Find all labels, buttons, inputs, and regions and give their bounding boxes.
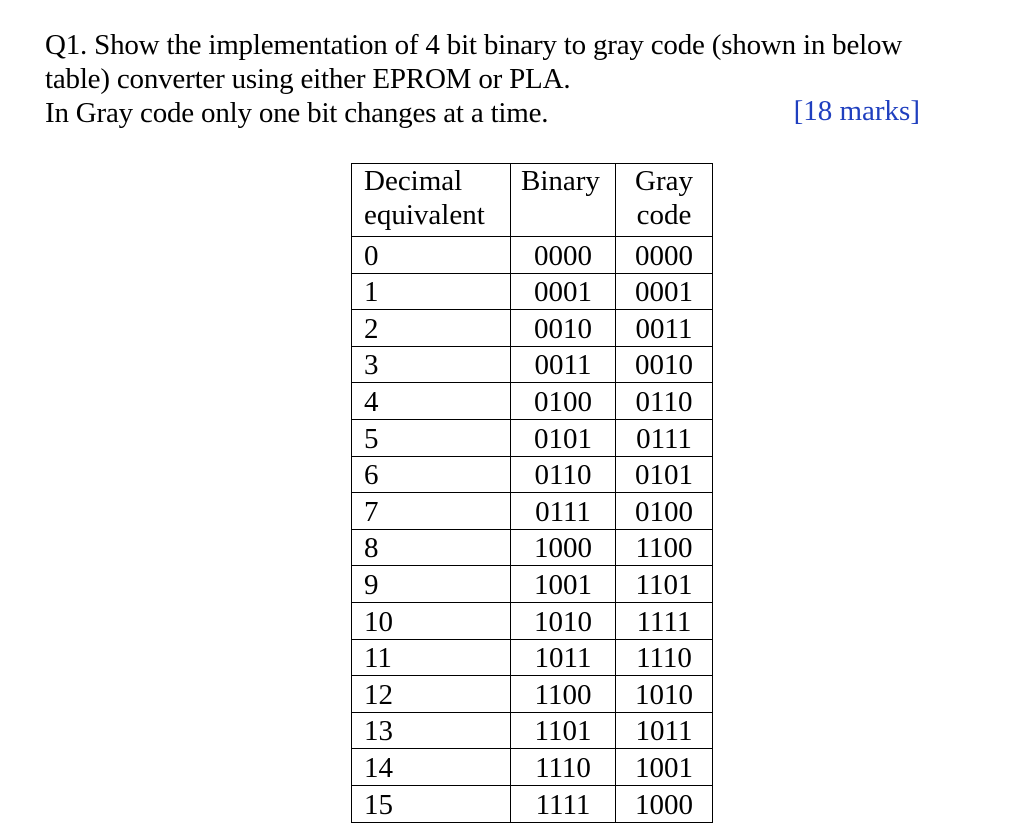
binary-cell: 1100 [511,676,616,713]
binary-cell: 0100 [511,383,616,420]
table-row [352,602,713,639]
gray-cell: 1101 [616,566,713,603]
header-decimal-line1: Decimal [364,165,463,197]
gray-cell: 0100 [616,493,713,530]
question-line-3: In Gray code only one bit changes at a time. [45,97,549,129]
binary-cell: 0101 [511,419,616,456]
table-row [352,639,713,676]
header-binary [511,164,616,237]
gray-cell: 0010 [616,346,713,383]
gray-cell: 0000 [616,237,713,274]
decimal-cell: 1 [352,273,511,310]
decimal-cell: 11 [352,639,511,676]
decimal-cell: 13 [352,712,511,749]
decimal-cell: 9 [352,566,511,603]
decimal-cell: 3 [352,346,511,383]
marks-label: [18 marks] [793,95,920,127]
gray-cell: 0110 [616,383,713,420]
gray-cell: 0111 [616,419,713,456]
gray-cell: 1001 [616,749,713,786]
gray-cell: 0101 [616,456,713,493]
decimal-cell: 4 [352,383,511,420]
header-gray-line2: code [636,199,692,231]
binary-cell: 1000 [511,529,616,566]
table-row [352,383,713,420]
table-row [352,785,713,822]
gray-cell: 1110 [616,639,713,676]
decimal-cell: 7 [352,493,511,530]
table-row [352,493,713,530]
question-line-2: table) converter using either EPROM or PLA. [45,63,571,95]
binary-cell: 0011 [511,346,616,383]
header-decimal [352,164,511,237]
decimal-cell: 15 [352,785,511,822]
header-decimal-line2: equivalent [364,199,485,231]
binary-cell: 0001 [511,273,616,310]
binary-cell: 1110 [511,749,616,786]
gray-cell: 1000 [616,785,713,822]
gray-cell: 0011 [616,310,713,347]
table-row [352,566,713,603]
table-row [352,419,713,456]
binary-cell: 0010 [511,310,616,347]
table-header-row [352,164,713,237]
decimal-cell: 10 [352,602,511,639]
binary-cell: 0000 [511,237,616,274]
binary-cell: 0111 [511,493,616,530]
binary-gray-table [351,163,713,823]
gray-cell: 1010 [616,676,713,713]
binary-cell: 1001 [511,566,616,603]
decimal-cell: 0 [352,237,511,274]
decimal-cell: 12 [352,676,511,713]
table-row [352,346,713,383]
binary-cell: 1111 [511,785,616,822]
gray-cell: 1011 [616,712,713,749]
table-row [352,273,713,310]
decimal-cell: 5 [352,419,511,456]
question-line-1: Q1. Show the implementation of 4 bit binary to gray code (shown in below [45,29,903,61]
header-gray [616,164,713,237]
table-row [352,749,713,786]
gray-cell: 1111 [616,602,713,639]
table-row [352,310,713,347]
binary-cell: 0110 [511,456,616,493]
gray-cell: 1100 [616,529,713,566]
header-gray-line1: Gray [635,165,693,197]
binary-cell: 1011 [511,639,616,676]
table-row [352,529,713,566]
decimal-cell: 2 [352,310,511,347]
decimal-cell: 6 [352,456,511,493]
binary-cell: 1101 [511,712,616,749]
header-binary-label: Binary [521,165,600,197]
table-row [352,456,713,493]
decimal-cell: 14 [352,749,511,786]
table-row [352,237,713,274]
table-row [352,712,713,749]
table-body [352,164,713,823]
decimal-cell: 8 [352,529,511,566]
binary-cell: 1010 [511,602,616,639]
gray-cell: 0001 [616,273,713,310]
table-row [352,676,713,713]
